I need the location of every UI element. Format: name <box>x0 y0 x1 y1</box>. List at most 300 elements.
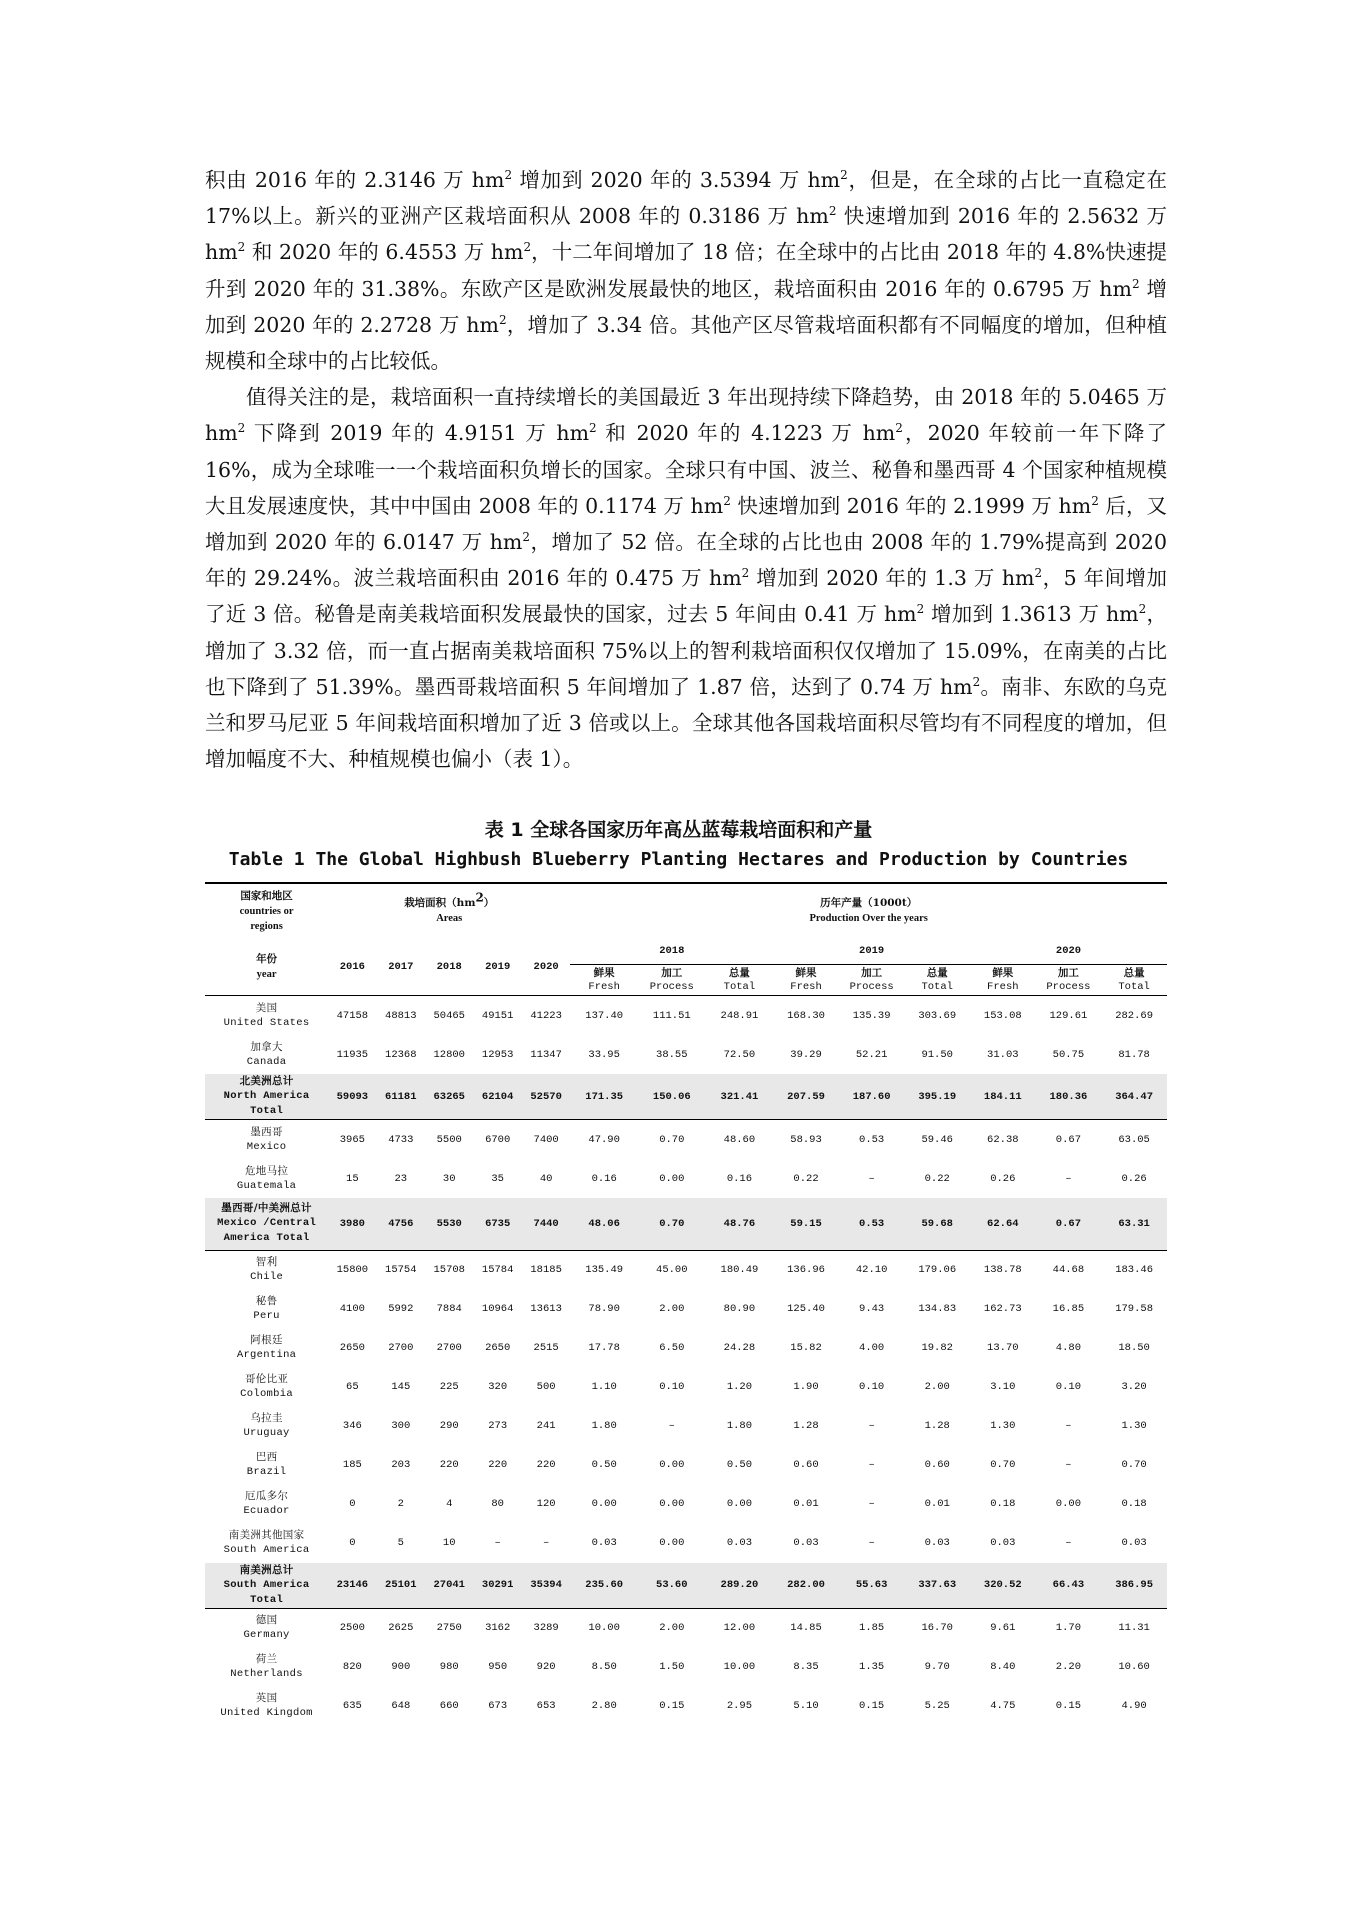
table-cell: 10.00 <box>723 1661 756 1673</box>
superscript: 2 <box>498 312 507 327</box>
paragraph-1 <box>205 162 1167 379</box>
table-cell: 0.22 <box>793 1172 819 1185</box>
table-cell: 660 <box>439 1700 459 1712</box>
table-cell: 47158 <box>336 1009 369 1022</box>
table-cell: 0.10 <box>659 1381 685 1393</box>
table-cell: 0.01 <box>793 1498 819 1510</box>
table-cell: 48813 <box>385 1009 417 1022</box>
table-row <box>205 1608 1167 1648</box>
data-table <box>205 882 1167 1726</box>
table-header <box>205 883 1167 996</box>
table-cell: 321.41 <box>706 1074 774 1120</box>
table-cell: 1.35 <box>859 1661 885 1673</box>
table-cell: 3.20 <box>1121 1381 1147 1393</box>
table-cell: 0.53 <box>839 1198 905 1250</box>
table-cell: 78.90 <box>588 1303 620 1315</box>
table-cell: 8.35 <box>793 1661 819 1673</box>
sub-header-total <box>706 965 774 996</box>
text-run: 增加到 2020 年的 2.2728 万 hm <box>205 276 1167 337</box>
table-row <box>205 1329 1167 1368</box>
table-cell: 320 <box>488 1381 508 1393</box>
table-cell: 38.55 <box>656 1048 688 1061</box>
table-cell: 5992 <box>388 1303 414 1315</box>
table-cell: 1.70 <box>1055 1622 1082 1634</box>
table-cell: – <box>868 1172 875 1185</box>
region-name <box>205 1035 328 1074</box>
region-name-en: South America Total <box>223 1578 310 1606</box>
table-cell: 62104 <box>473 1074 521 1120</box>
table-cell: 0 <box>349 1498 356 1510</box>
region-name <box>205 1198 328 1250</box>
region-name <box>205 1648 328 1687</box>
table-cell: 303.69 <box>918 1009 957 1022</box>
table-cell: 980 <box>439 1661 459 1673</box>
table-cell: 120 <box>536 1498 556 1510</box>
region-name-cn: 哥伦比亚 <box>244 1373 289 1385</box>
table-cell: 30291 <box>473 1563 521 1609</box>
table-cell: 1.28 <box>793 1420 819 1432</box>
table-cell: 10.60 <box>1118 1661 1150 1673</box>
table-cell: 289.20 <box>706 1563 774 1609</box>
superscript: 2 <box>523 240 532 255</box>
table-cell: 8.50 <box>591 1661 617 1673</box>
table-row <box>205 1524 1167 1563</box>
table-cell: 2.00 <box>659 1303 685 1315</box>
table-cell: 9.43 <box>859 1303 885 1315</box>
table-cell: 5500 <box>436 1133 462 1146</box>
sub-header-en: Process <box>1046 981 1091 993</box>
table-cell: 0.18 <box>1121 1498 1147 1510</box>
sub-header-cn: 鲜果 <box>795 967 817 979</box>
table-cell: 0.03 <box>990 1537 1016 1549</box>
region-name-cn: 智利 <box>255 1256 278 1268</box>
table-body <box>205 996 1167 1726</box>
table-cell: 52570 <box>522 1074 570 1120</box>
table-cell: 273 <box>488 1420 508 1432</box>
text-run: 值得关注的是，栽培面积一直持续增长的美国最近 3 年出现持续下降趋势，由 2018 年的 5.0465 万 hm <box>205 385 1167 446</box>
table-cell: 0.67 <box>1055 1133 1082 1146</box>
table-cell: 386.95 <box>1101 1563 1167 1609</box>
superscript: 2 <box>972 675 981 690</box>
table-cell: 179.58 <box>1115 1303 1153 1315</box>
table-row <box>205 1485 1167 1524</box>
table-cell: 5530 <box>425 1198 473 1250</box>
table-cell: 58.93 <box>790 1133 822 1146</box>
table-cell: 15784 <box>481 1264 514 1276</box>
table-cell: 220 <box>439 1459 459 1471</box>
region-name-en: North America Total <box>223 1090 310 1117</box>
sub-header-cn: 鲜果 <box>593 967 615 979</box>
table-cell: 15708 <box>433 1264 465 1276</box>
area-year-2019: 2019 <box>485 960 511 973</box>
table-cell: 15 <box>346 1172 359 1185</box>
table-cell: 27041 <box>425 1563 473 1609</box>
table-row <box>205 1035 1167 1074</box>
table-cell: 30 <box>442 1172 456 1185</box>
table-cell: 31.03 <box>987 1048 1019 1061</box>
region-name <box>205 1485 328 1524</box>
table-cell: 138.78 <box>983 1264 1022 1276</box>
region-name-en: Canada <box>246 1055 287 1068</box>
table-cell: 2.00 <box>659 1622 685 1634</box>
table-cell: 203 <box>391 1459 411 1471</box>
table-cell: 62.38 <box>987 1133 1019 1146</box>
table-cell: 72.50 <box>723 1048 756 1061</box>
text-run: 增加到 1.3613 万 hm <box>924 602 1139 627</box>
table-cell: 13.70 <box>987 1342 1019 1354</box>
table-cell: 900 <box>391 1661 411 1673</box>
superscript: 2 <box>741 566 750 581</box>
table-cell: 5.10 <box>793 1700 819 1712</box>
sub-header-en: Total <box>921 981 953 993</box>
table-cell: 129.61 <box>1049 1009 1088 1022</box>
table-cell: 0.03 <box>793 1537 819 1549</box>
table-cell: 185 <box>342 1459 362 1471</box>
table-row <box>205 1250 1167 1290</box>
region-name <box>205 1120 328 1160</box>
table-cell: 0.10 <box>859 1381 885 1393</box>
table-cell: 820 <box>342 1661 362 1673</box>
superscript: 2 <box>828 204 837 219</box>
table-cell: 171.35 <box>570 1074 638 1120</box>
table-total-row <box>205 1074 1167 1120</box>
table-cell: 184.11 <box>970 1074 1036 1120</box>
table-cell: 1.50 <box>659 1661 685 1673</box>
table-cell: 300 <box>391 1420 411 1432</box>
table-cell: 23146 <box>328 1563 376 1609</box>
table-cell: 1.80 <box>726 1420 753 1432</box>
table-caption-en: Table 1 The Global Highbush Blueberry Planting Hectares and Production by Countries <box>228 849 1129 870</box>
table-cell: 0 <box>349 1537 356 1549</box>
region-name-cn: 厄瓜多尔 <box>244 1490 289 1502</box>
table-cell: 6700 <box>485 1133 511 1146</box>
table-cell: 45.00 <box>656 1264 688 1276</box>
sub-header-fresh <box>570 965 638 996</box>
table-cell: 42.10 <box>855 1264 888 1276</box>
region-name <box>205 1446 328 1485</box>
table-cell: 2 <box>397 1498 404 1510</box>
table-cell: 4733 <box>388 1133 414 1146</box>
table-cell: 0.70 <box>638 1198 706 1250</box>
table-cell: 0.16 <box>726 1172 753 1185</box>
table-cell: 2500 <box>339 1622 365 1634</box>
region-name <box>205 1407 328 1446</box>
table-cell: 145 <box>391 1381 411 1393</box>
table-cell: 6735 <box>473 1198 521 1250</box>
table-cell: 2.20 <box>1055 1661 1082 1673</box>
table-cell: 3.10 <box>990 1381 1016 1393</box>
table-cell: 80 <box>491 1498 504 1510</box>
table-cell: 0.00 <box>659 1537 685 1549</box>
region-name-cn: 危地马拉 <box>244 1164 289 1177</box>
table-cell: 395.19 <box>904 1074 970 1120</box>
table-cell: 4.90 <box>1121 1700 1147 1712</box>
table-cell: 0.26 <box>990 1172 1016 1185</box>
table-cell: 1.30 <box>1121 1420 1147 1432</box>
region-name-cn: 乌拉圭 <box>250 1412 283 1424</box>
sub-header-fresh <box>970 965 1036 996</box>
table-cell: 2.00 <box>924 1381 950 1393</box>
table-cell: – <box>868 1498 875 1510</box>
blueberry-table <box>205 882 1167 1726</box>
table-cell: 135.49 <box>585 1264 624 1276</box>
table-cell: 53.60 <box>638 1563 706 1609</box>
sub-header-en: Fresh <box>588 981 620 993</box>
table-cell: 0.67 <box>1036 1198 1102 1250</box>
region-name <box>205 1159 328 1198</box>
table-cell: 39.29 <box>790 1048 822 1061</box>
superscript: 2 <box>237 240 246 255</box>
region-name-en: Ecuador <box>243 1505 290 1517</box>
table-cell: 0.70 <box>1121 1459 1147 1471</box>
table-cell: 1.10 <box>591 1381 617 1393</box>
table-cell: 4.00 <box>859 1342 885 1354</box>
region-name <box>205 1074 328 1120</box>
table-cell: 16.70 <box>921 1622 953 1634</box>
table-cell: 1.28 <box>924 1420 950 1432</box>
text-run: 和 2020 年的 4.1223 万 hm <box>596 421 896 446</box>
region-name-en: Netherlands <box>230 1668 303 1680</box>
sub-header-total <box>1101 965 1167 996</box>
table-cell: 48.06 <box>570 1198 638 1250</box>
table-cell: 0.00 <box>659 1172 685 1185</box>
table-cell: 2625 <box>388 1622 414 1634</box>
table-cell: 13613 <box>530 1303 562 1315</box>
table-cell: 0.15 <box>659 1700 685 1712</box>
table-cell: 15.82 <box>790 1342 822 1354</box>
table-cell: – <box>1065 1537 1072 1549</box>
table-cell: 5.25 <box>924 1700 950 1712</box>
table-cell: – <box>868 1459 875 1471</box>
production-header: 历年产量（1000t） Production Over the years <box>809 897 928 924</box>
table-row <box>205 1159 1167 1198</box>
table-cell: 41223 <box>530 1009 562 1022</box>
table-cell: 19.82 <box>921 1342 953 1354</box>
table-cell: – <box>868 1537 875 1549</box>
table-cell: 337.63 <box>904 1563 970 1609</box>
superscript: 2 <box>895 421 903 436</box>
region-name-cn: 美国 <box>255 1001 278 1014</box>
table-cell: – <box>1065 1459 1072 1471</box>
region-name-cn: 墨西哥 <box>250 1125 283 1138</box>
table-cell: 0.15 <box>1055 1700 1082 1712</box>
table-row <box>205 1120 1167 1160</box>
table-cell: 0.03 <box>924 1537 950 1549</box>
table-cell: 18.50 <box>1118 1342 1150 1354</box>
table-cell: 10 <box>442 1537 456 1549</box>
table-cell: 1.85 <box>859 1622 885 1634</box>
region-name-cn: 阿根廷 <box>250 1334 283 1346</box>
table-cell: 7884 <box>436 1303 462 1315</box>
table-cell: 10.00 <box>588 1622 620 1634</box>
table-cell: 2.95 <box>726 1700 753 1712</box>
region-name-en: Peru <box>253 1310 280 1322</box>
superscript: 2 <box>1138 602 1147 617</box>
table-cell: 0.22 <box>924 1172 950 1185</box>
table-cell: 35 <box>491 1172 504 1185</box>
table-cell: 7400 <box>533 1133 559 1146</box>
superscript: 2 <box>916 602 925 617</box>
region-name-en: South America <box>223 1544 310 1556</box>
table-cell: 63.05 <box>1118 1133 1150 1146</box>
table-cell: 59.68 <box>904 1198 970 1250</box>
text-run: ，增加了 3.32 倍，而一直占据南美栽培面积 75%以上的智利栽培面积仅仅增加了 15.09%，在南美的占比也下降到了 51.39%。墨西哥栽培面积 5 年间增加了 1.87 倍，达到了 0.74 万 hm <box>205 602 1168 699</box>
area-year-2020: 2020 <box>533 960 559 973</box>
table-cell: 4.75 <box>990 1700 1016 1712</box>
region-name-en: Chile <box>250 1271 284 1283</box>
sub-header-en: Process <box>849 981 894 993</box>
sub-header-process <box>1036 965 1102 996</box>
text-run: 积由 2016 年的 2.3146 万 hm <box>205 168 505 192</box>
table-cell: 18185 <box>530 1264 562 1276</box>
table-cell: 4756 <box>377 1198 425 1250</box>
region-name <box>205 1290 328 1329</box>
table-cell: 162.73 <box>983 1303 1022 1315</box>
table-cell: 4.80 <box>1055 1342 1082 1354</box>
table-cell: 364.47 <box>1101 1074 1167 1120</box>
region-name-en: Argentina <box>236 1349 297 1361</box>
table-cell: 0.60 <box>793 1459 819 1471</box>
region-name-en: Germany <box>243 1629 290 1641</box>
table-cell: 40 <box>539 1172 553 1185</box>
table-cell: 81.78 <box>1118 1048 1150 1061</box>
superscript: 2 <box>589 421 597 436</box>
region-name-cn: 巴西 <box>255 1451 278 1463</box>
prod-year-2019: 2019 <box>773 938 970 965</box>
table-cell: 0.70 <box>659 1133 685 1146</box>
region-name-cn: 墨西哥/中美洲总计 <box>221 1202 312 1215</box>
table-cell: 180.49 <box>720 1264 759 1276</box>
table-cell: 63265 <box>425 1074 473 1120</box>
table-cell: 135.39 <box>852 1009 891 1022</box>
table-cell: 12953 <box>481 1048 514 1061</box>
table-cell: 282.69 <box>1115 1009 1153 1022</box>
table-cell: 9.70 <box>924 1661 950 1673</box>
region-name-en: Colombia <box>240 1388 293 1400</box>
region-name-cn: 加拿大 <box>250 1040 283 1053</box>
table-cell: 52.21 <box>855 1048 888 1061</box>
table-cell: 33.95 <box>588 1048 620 1061</box>
table-cell: 0.03 <box>726 1537 753 1549</box>
table-cell: – <box>1065 1420 1072 1432</box>
area-year-2018: 2018 <box>436 960 462 973</box>
table-cell: 0.03 <box>591 1537 617 1549</box>
table-cell: 2650 <box>485 1342 511 1354</box>
table-cell: 111.51 <box>652 1009 691 1022</box>
region-name <box>205 1687 328 1726</box>
area-header: 栽培面积$(hm^2)$ Areas <box>404 890 495 924</box>
sub-header-process <box>839 965 905 996</box>
table-cell: 673 <box>488 1700 508 1712</box>
table-cell: 635 <box>342 1700 362 1712</box>
table-cell: 2650 <box>339 1342 365 1354</box>
table-cell: 50.75 <box>1052 1048 1085 1061</box>
text-run: 快速增加到 2016 年的 2.5632 万 hm <box>205 204 1167 265</box>
superscript: 2 <box>1131 276 1140 291</box>
sub-header-cn: 总量 <box>728 967 750 979</box>
region-name-cn: 南美洲总计 <box>239 1563 294 1576</box>
body-text <box>205 162 1167 777</box>
table-cell: – <box>1065 1172 1072 1185</box>
table-cell: 4 <box>446 1498 453 1510</box>
text-run: ，2020 年较前一年下降了 16%，成为全球唯一一个栽培面积负增长的国家。全球只有中国、波兰、秘鲁和墨西哥 4 个国家种植规模大且发展速度快，其中中国由 2008 年的 0.1174 万 hm <box>205 421 1168 518</box>
sub-header-total <box>904 965 970 996</box>
sub-header-en: Total <box>723 981 756 993</box>
table-cell: 125.40 <box>787 1303 825 1315</box>
region-name <box>205 1524 328 1563</box>
paragraph-2 <box>205 379 1167 777</box>
table-cell: 48.76 <box>706 1198 774 1250</box>
table-cell: 168.30 <box>787 1009 825 1022</box>
table-cell: 2750 <box>436 1622 462 1634</box>
table-cell: 220 <box>536 1459 556 1471</box>
table-cell: 0.00 <box>591 1498 617 1510</box>
table-cell: 15754 <box>385 1264 417 1276</box>
region-name-cn: 北美洲总计 <box>239 1075 294 1087</box>
region-name <box>205 1368 328 1407</box>
superscript: 2 <box>723 494 731 508</box>
table-cell: 3289 <box>533 1622 559 1634</box>
table-cell: 61181 <box>377 1074 425 1120</box>
table-cell: 35394 <box>522 1563 570 1609</box>
table-cell: 12368 <box>385 1048 417 1061</box>
region-name-cn: 荷兰 <box>255 1653 278 1665</box>
table-cell: 0.70 <box>990 1459 1016 1471</box>
table-cell: 4100 <box>339 1303 365 1315</box>
sub-header-en: Process <box>649 981 694 993</box>
sub-header-cn: 总量 <box>926 967 948 979</box>
table-cell: 23 <box>394 1172 408 1185</box>
sub-header-en: Total <box>1118 981 1150 993</box>
sub-header-fresh <box>773 965 839 996</box>
table-cell: 150.06 <box>638 1074 706 1120</box>
table-cell: 134.83 <box>918 1303 957 1315</box>
superscript: 2 <box>522 530 530 545</box>
table-cell: 0.00 <box>659 1498 685 1510</box>
table-cell: 346 <box>342 1420 362 1432</box>
table-cell: 59.15 <box>773 1198 839 1250</box>
table-cell: 320.52 <box>970 1563 1036 1609</box>
table-row <box>205 1648 1167 1687</box>
table-cell: 0.60 <box>924 1459 950 1471</box>
region-header: 国家和地区 countries or regions <box>239 889 294 932</box>
table-row <box>205 1368 1167 1407</box>
table-cell: 0.53 <box>859 1133 885 1146</box>
table-cell: 648 <box>391 1700 411 1712</box>
table-cell: 137.40 <box>585 1009 624 1022</box>
table-cell: 2700 <box>436 1342 462 1354</box>
table-cell: 63.31 <box>1101 1198 1167 1250</box>
region-name-en: Brazil <box>246 1466 287 1478</box>
table-cell: 17.78 <box>588 1342 620 1354</box>
table-row <box>205 1687 1167 1726</box>
prod-year-2020: 2020 <box>970 938 1167 965</box>
table-cell: 10964 <box>481 1303 514 1315</box>
table-cell: 16.85 <box>1052 1303 1085 1315</box>
region-name-en: United Kingdom <box>220 1707 313 1719</box>
table-cell: 12.00 <box>723 1622 756 1634</box>
region-name-en: Guatemala <box>236 1179 297 1192</box>
region-name-cn: 秘鲁 <box>255 1295 278 1307</box>
area-year-2017: 2017 <box>388 960 414 973</box>
region-name-en: Uruguay <box>243 1427 290 1439</box>
region-name-cn: 英国 <box>255 1692 278 1704</box>
table-cell: – <box>542 1537 550 1549</box>
sub-header-cn: 总量 <box>1123 967 1145 979</box>
table-cell: 0.01 <box>924 1498 950 1510</box>
text-run: 后，又增加到 2020 年的 6.0147 万 hm <box>205 493 1167 555</box>
table-cell: 0.10 <box>1055 1381 1082 1393</box>
